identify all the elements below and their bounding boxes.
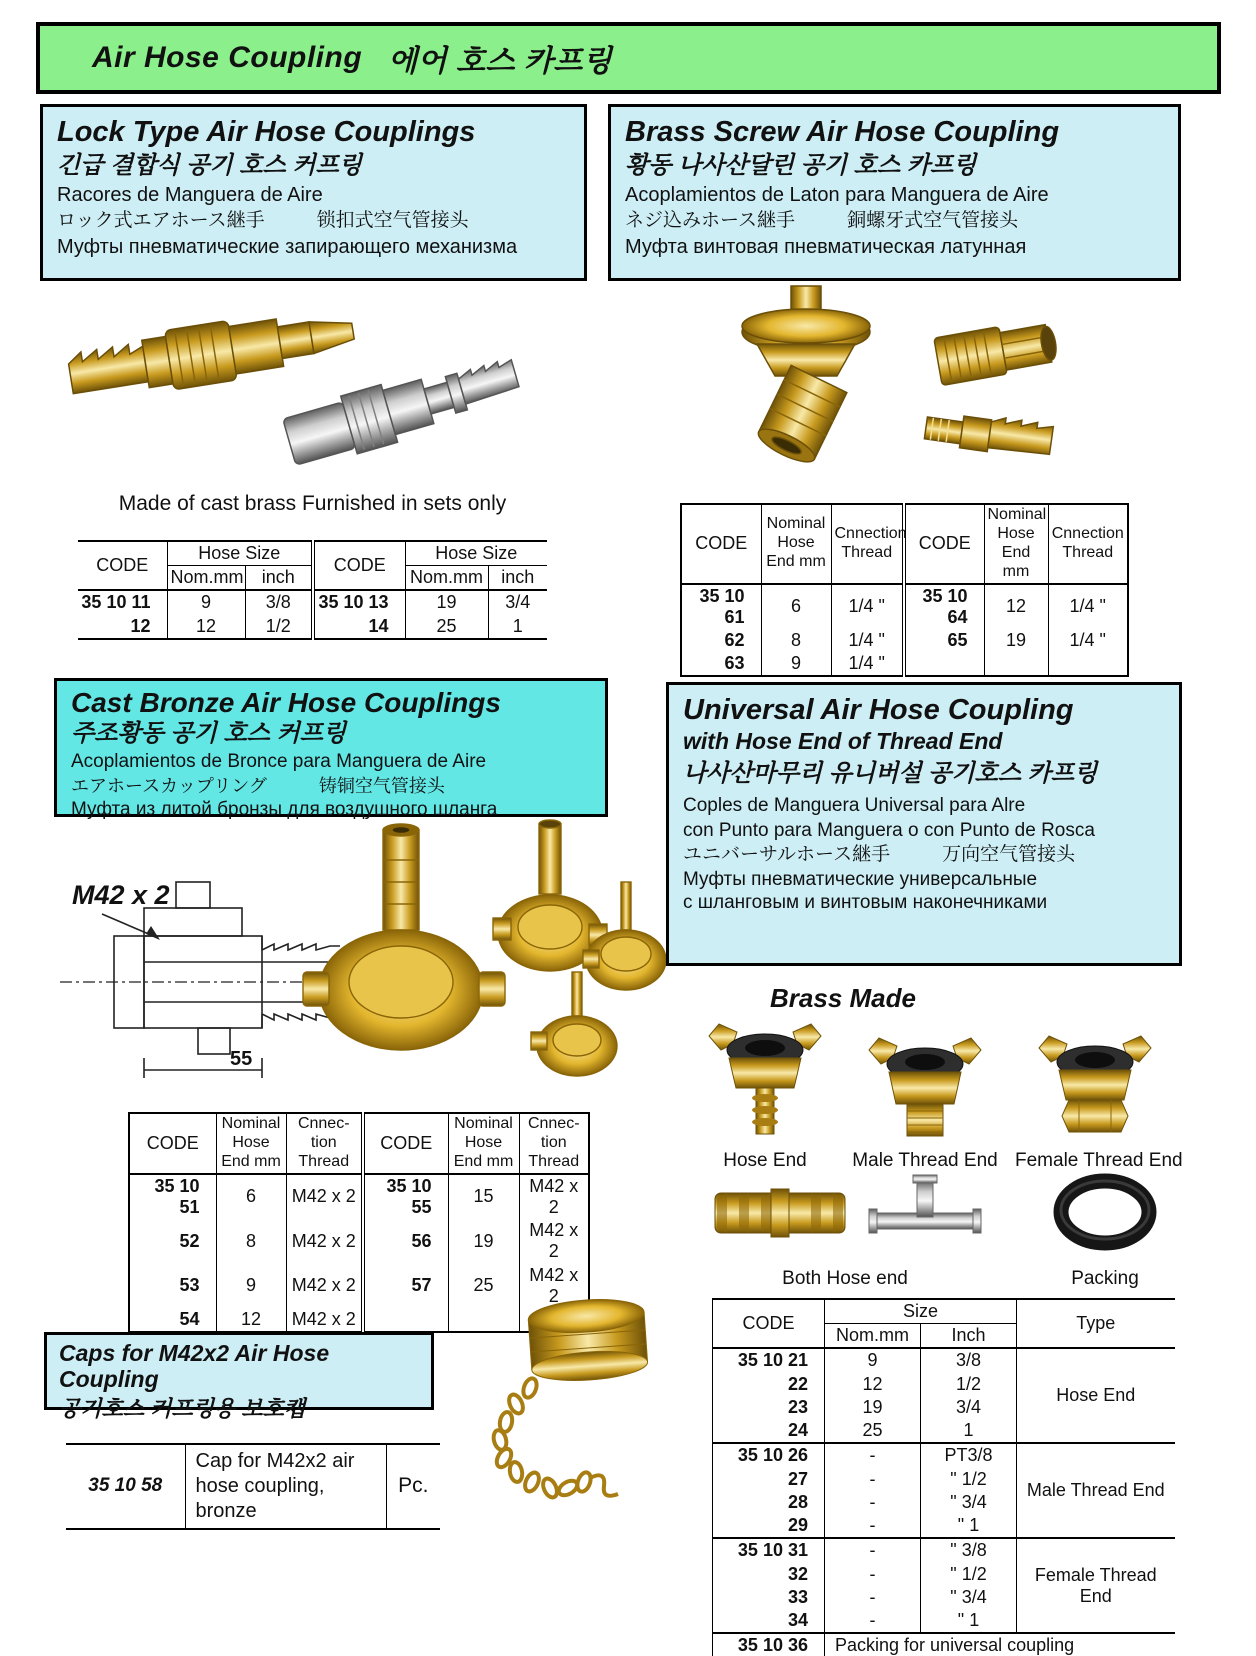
inch-cell: 3/4 xyxy=(488,590,547,614)
universal-jp: ユニバーサルホース継手 xyxy=(683,844,891,866)
lock-es: Racores de Manguera de Aire xyxy=(57,184,323,207)
m42-label: M42 x 2 xyxy=(72,880,170,910)
code-cell: 35 10 58 xyxy=(88,1475,163,1497)
universal-title-ko: 나사산마무리 유니버설 공기호스 카프링 xyxy=(683,760,1098,788)
nom-cell: 15 xyxy=(448,1174,519,1219)
code-cell: 54 xyxy=(179,1309,200,1330)
code-header: CODE xyxy=(313,541,405,590)
nom-cell: 25 xyxy=(405,615,488,639)
header-row xyxy=(78,541,547,566)
code-cell: 65 xyxy=(904,629,984,652)
thread-cell: M42 x 2 xyxy=(286,1174,363,1219)
brass-screw-table xyxy=(680,503,1129,677)
table-row xyxy=(129,1174,589,1219)
table-row xyxy=(78,615,547,639)
cast-title-ko: 주조황동 공기 호스 커프링 xyxy=(71,720,347,748)
code-header: CODE xyxy=(129,1113,216,1174)
brass-jp: ネジ込みホース継手 xyxy=(625,210,796,232)
cast-bronze-fittings-photo xyxy=(295,818,670,1083)
inch-cell: 3/8 xyxy=(921,1348,1017,1372)
inch-cell: " 3/8 xyxy=(921,1538,1017,1562)
inch-header: inch xyxy=(245,566,313,591)
packing-figure xyxy=(1040,1168,1170,1290)
code-cell: 29 xyxy=(787,1515,808,1536)
female-thread-coupling-image xyxy=(1035,1032,1155,1142)
header-row xyxy=(713,1299,1175,1324)
universal-ru1: Муфты пневматические универсальные xyxy=(683,869,1038,891)
both-hose-end-image xyxy=(705,1165,985,1260)
code-cell xyxy=(904,652,984,676)
inch-header: inch xyxy=(488,566,547,591)
dimension-55: 55 xyxy=(230,1048,253,1070)
thread-cell: 1/4 " xyxy=(831,629,904,652)
inch-cell: 1 xyxy=(488,615,547,639)
code-cell: 28 xyxy=(787,1491,808,1512)
both-hose-end-figure xyxy=(700,1165,990,1290)
inch-cell: 1/2 xyxy=(921,1373,1017,1396)
inch-header: Inch xyxy=(921,1324,1017,1349)
code-cell: 27 xyxy=(787,1468,808,1489)
nom-cell: - xyxy=(825,1609,921,1633)
code-cell: 35 10 31 xyxy=(713,1538,825,1562)
code-cell: 62 xyxy=(724,629,745,650)
table-row xyxy=(713,1443,1175,1467)
code-cell: 35 10 51 xyxy=(154,1175,200,1217)
code-cell: 22 xyxy=(787,1373,808,1394)
type-cell: Male Thread End xyxy=(1017,1443,1175,1538)
packing-ring-image xyxy=(1045,1168,1165,1260)
table-row xyxy=(681,652,1128,676)
nom-cell: 8 xyxy=(761,629,831,652)
nom-cell: - xyxy=(825,1443,921,1467)
nom-cell: - xyxy=(825,1538,921,1562)
thread-cell: M42 x 2 xyxy=(286,1308,363,1332)
description-cell: Cap for M42x2 air hose coupling, bronze xyxy=(185,1444,386,1529)
type-cell: Female Thread End xyxy=(1017,1538,1175,1633)
cast-jp: エアホースカップリング xyxy=(71,775,267,796)
brass-screw-panel xyxy=(608,104,1181,281)
nom-cell: 25 xyxy=(825,1419,921,1443)
cap-with-chain-image xyxy=(438,1282,678,1504)
brass-ru: Муфта винтовая пневматическая латунная xyxy=(625,235,1027,258)
unit-cell: Pc. xyxy=(386,1444,440,1529)
nom-cell xyxy=(984,652,1048,676)
inch-cell: " 1 xyxy=(921,1514,1017,1538)
code-cell: 14 xyxy=(313,615,405,639)
female-thread-figure xyxy=(1015,1032,1183,1172)
cast-cn: 铸铜空气管接头 xyxy=(318,775,445,796)
size-header: Size xyxy=(825,1299,1017,1324)
lock-title-ko: 긴급 결합식 공기 호스 커프링 xyxy=(57,152,362,180)
nominal-header: Nominal Hose End mm xyxy=(761,504,831,584)
cast-es: Acoplamientos de Bronce para Manguera de Aire xyxy=(71,750,487,772)
inch-cell: " 1 xyxy=(921,1609,1017,1633)
code-header: CODE xyxy=(713,1299,825,1348)
thread-cell: 1/4 " xyxy=(831,652,904,676)
both-hose-packing-row xyxy=(700,1165,1170,1290)
code-cell: 35 10 11 xyxy=(81,592,151,613)
universal-es1: Coples de Manguera Universal para Alre xyxy=(683,794,1026,816)
thread-cell: M42 x 2 xyxy=(286,1264,363,1308)
inch-cell: " 3/4 xyxy=(921,1586,1017,1609)
universal-ru2: с шланговым и винтовым наконечниками xyxy=(683,892,1048,914)
thread-cell: 1/4 " xyxy=(831,584,904,629)
cast-jp-cn xyxy=(71,776,597,797)
page-header xyxy=(36,22,1221,94)
lock-type-panel xyxy=(40,104,587,281)
universal-title: Universal Air Hose Coupling xyxy=(683,694,1074,726)
table-row xyxy=(66,1444,440,1529)
male-thread-figure xyxy=(838,1034,1013,1172)
table-row xyxy=(713,1633,1175,1656)
cast-bronze-panel xyxy=(54,678,608,821)
table-row xyxy=(78,590,547,614)
thread-cell xyxy=(1048,652,1128,676)
nom-cell: 19 xyxy=(825,1396,921,1419)
universal-panel xyxy=(666,682,1182,966)
lock-note: Made of cast brass Furnished in sets only xyxy=(118,492,507,515)
nom-cell: 19 xyxy=(448,1219,519,1263)
thread-cell: M42 x 2 xyxy=(519,1174,589,1219)
nom-cell: - xyxy=(825,1586,921,1609)
lock-couplings-photo xyxy=(55,285,575,475)
code-cell: 34 xyxy=(787,1610,808,1631)
code-cell: 63 xyxy=(724,653,745,674)
type-cell: Hose End xyxy=(1017,1348,1175,1443)
nom-cell: 12 xyxy=(167,615,245,639)
both-hose-end-label: Both Hose end xyxy=(782,1268,908,1289)
nom-cell: 25 xyxy=(448,1264,519,1308)
nom-header: Nom.mm xyxy=(825,1324,921,1349)
code-cell: 32 xyxy=(787,1563,808,1584)
nom-cell: 9 xyxy=(825,1348,921,1372)
nom-cell: 6 xyxy=(761,584,831,629)
nom-cell: 19 xyxy=(405,590,488,614)
claw-couplings-row xyxy=(695,1020,1183,1172)
packing-desc-cell: Packing for universal coupling xyxy=(825,1633,1175,1656)
thread-header: Cnnec- tion Thread xyxy=(519,1113,589,1174)
lock-cn: 锁扣式空气管接头 xyxy=(316,210,469,232)
nom-cell: 19 xyxy=(984,629,1048,652)
universal-es2: con Punto para Manguera o con Punto de Rosca xyxy=(683,819,1095,841)
male-thread-coupling-image xyxy=(865,1034,985,1142)
thread-cell: 1/4 " xyxy=(1048,629,1128,652)
page-title-ko: 에어 호스 카프링 xyxy=(388,45,613,78)
nom-cell: - xyxy=(825,1514,921,1538)
universal-jp-cn xyxy=(683,844,1171,866)
nom-header: Nom.mm xyxy=(405,566,488,591)
code-cell: 35 10 21 xyxy=(737,1350,808,1371)
cast-ru: Муфта из литой бронзы для воздушного шланга xyxy=(71,799,498,821)
code-cell: 35 10 61 xyxy=(699,585,745,627)
nom-cell: 9 xyxy=(216,1264,286,1308)
nom-header: Nom.mm xyxy=(167,566,245,591)
inch-cell: " 3/4 xyxy=(921,1491,1017,1514)
nom-cell: 9 xyxy=(761,652,831,676)
lock-jp-cn xyxy=(57,210,576,232)
lock-type-table xyxy=(78,540,547,640)
nominal-header: Nominal Hose End mm xyxy=(216,1113,286,1174)
table-row xyxy=(681,629,1128,652)
nom-cell: 12 xyxy=(216,1308,286,1332)
inch-cell: PT3/8 xyxy=(921,1443,1017,1467)
hose-end-figure xyxy=(695,1020,835,1172)
table-row xyxy=(681,584,1128,629)
packing-label: Packing xyxy=(1071,1268,1139,1289)
thread-cell: M42 x 2 xyxy=(286,1219,363,1263)
thread-header: Cnnection Thread xyxy=(1048,504,1128,584)
inch-cell: 3/8 xyxy=(245,590,313,614)
brass-jp-cn xyxy=(625,210,1170,232)
inch-cell: 1 xyxy=(921,1419,1017,1443)
thread-cell: M42 x 2 xyxy=(519,1264,589,1308)
caps-title: Caps for M42x2 Air Hose Coupling xyxy=(59,1340,330,1392)
hose-end-label: Hose End xyxy=(723,1150,807,1171)
code-cell: 23 xyxy=(787,1396,808,1417)
inch-cell: " 1/2 xyxy=(921,1563,1017,1586)
code-cell: 24 xyxy=(787,1420,808,1441)
nom-cell: 12 xyxy=(825,1373,921,1396)
code-header: CODE xyxy=(363,1113,448,1174)
code-cell xyxy=(363,1308,448,1332)
caps-title-ko: 공기호스 커프링용 보호캡 xyxy=(59,1395,305,1421)
nom-cell: 6 xyxy=(216,1174,286,1219)
lock-jp: ロック式エアホース継手 xyxy=(57,210,265,232)
type-header: Type xyxy=(1017,1299,1175,1348)
inch-cell: " 1/2 xyxy=(921,1468,1017,1491)
brass-es: Acoplamientos de Laton para Manguera de Aire xyxy=(625,184,1049,207)
brass-cn: 銅螺牙式空气管接头 xyxy=(847,210,1019,232)
code-header: CODE xyxy=(78,541,167,590)
cast-title: Cast Bronze Air Hose Couplings xyxy=(71,687,501,718)
code-cell: 56 xyxy=(363,1219,448,1263)
thread-header: Cnnection Thread xyxy=(831,504,904,584)
hose-size-header: Hose Size xyxy=(405,541,547,566)
header-row xyxy=(681,504,1128,584)
code-cell: 12 xyxy=(130,615,151,636)
table-row xyxy=(129,1219,589,1263)
caps-panel xyxy=(44,1332,434,1421)
code-cell: 35 10 26 xyxy=(713,1443,825,1467)
caps-table xyxy=(66,1443,440,1530)
thread-header: Cnnec- tion Thread xyxy=(286,1113,363,1174)
code-cell: 53 xyxy=(179,1275,200,1296)
universal-subtitle: with Hose End of Thread End xyxy=(683,728,1003,755)
thread-cell: M42 x 2 xyxy=(519,1219,589,1263)
code-header: CODE xyxy=(904,504,984,584)
inch-cell: 1/2 xyxy=(245,615,313,639)
page-title-en: Air Hose Coupling xyxy=(92,41,363,74)
nom-cell: - xyxy=(825,1468,921,1491)
code-cell: 33 xyxy=(787,1586,808,1607)
nom-cell: 9 xyxy=(167,590,245,614)
hose-size-header: Hose Size xyxy=(167,541,313,566)
lock-ru: Муфты пневматические запирающего механизма xyxy=(57,235,518,258)
nom-cell: 12 xyxy=(984,584,1048,629)
brass-made-caption: Brass Made xyxy=(770,983,916,1013)
female-thread-label: Female Thread End xyxy=(1015,1150,1183,1171)
table-row xyxy=(713,1538,1175,1562)
inch-cell: 3/4 xyxy=(921,1396,1017,1419)
thread-cell: 1/4 " xyxy=(1048,584,1128,629)
nominal-header: Nominal Hose End mm xyxy=(984,504,1048,584)
nom-cell: 8 xyxy=(216,1219,286,1263)
lock-title: Lock Type Air Hose Couplings xyxy=(57,116,476,148)
code-cell: 35 10 36 xyxy=(713,1633,825,1656)
code-cell: 35 10 55 xyxy=(363,1174,448,1219)
brass-screw-photo xyxy=(645,280,1115,485)
code-cell: 57 xyxy=(363,1264,448,1308)
code-header: CODE xyxy=(681,504,761,584)
universal-cn: 万向空气管接头 xyxy=(942,844,1076,866)
universal-table xyxy=(712,1298,1175,1656)
header-row xyxy=(129,1113,589,1174)
code-cell: 52 xyxy=(179,1230,200,1251)
brass-title: Brass Screw Air Hose Coupling xyxy=(625,116,1060,148)
nom-cell: - xyxy=(825,1563,921,1586)
brass-title-ko: 황동 나사산달린 공기 호스 카프링 xyxy=(625,152,977,180)
male-thread-label: Male Thread End xyxy=(852,1150,998,1171)
hose-end-coupling-image xyxy=(705,1020,825,1142)
nom-cell: - xyxy=(825,1491,921,1514)
nominal-header: Nominal Hose End mm xyxy=(448,1113,519,1174)
table-row xyxy=(713,1348,1175,1372)
code-cell: 35 10 13 xyxy=(313,590,405,614)
code-cell: 35 10 64 xyxy=(904,584,984,629)
